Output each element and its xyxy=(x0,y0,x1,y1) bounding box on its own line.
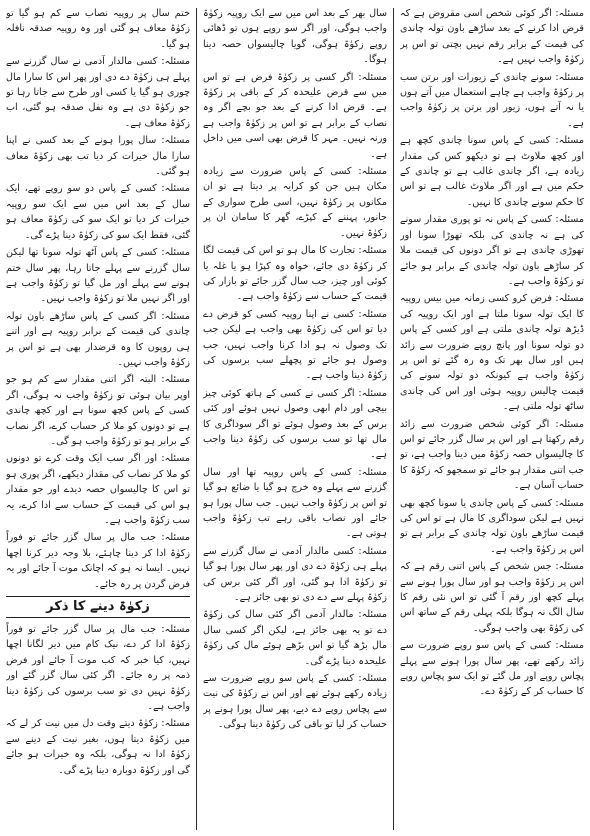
paragraph: مسئلہ: مالدار آدمی اگر کئی سال کی زکوٰۃ دے تو یہ بھی جائز ہے، لیکن اگر کسی سال مال بڑھ گیا تو اس بڑھے ہوئے مال کی زکوٰۃ علیحدہ دینا پڑے گی۔ xyxy=(203,609,387,667)
column-divider xyxy=(393,8,394,830)
paragraph: مسئلہ: کسی کے پاس نہ تو پوری مقدار سونے کی ہے نہ چاندی کی بلکہ تھوڑا سونا اور تھوڑی چاندی ہے تو اگر دونوں کی قیمت ملا کر ساڑھے باون تولہ چاندی کے برابر ہو جائے تو زکوٰۃ واجب ہے۔ xyxy=(400,214,584,287)
paragraph: مسئلہ: کسی مالدار آدمی نے سال گزرنے سے پہلے ہی زکوٰۃ دے دی اور پھر سال پورا ہو گیا تو زکوٰۃ ادا ہو گئی، اور اگر کئی برس کی زکوٰۃ پہلے سے دے دی تو بھی جائز ہے۔ xyxy=(203,545,387,604)
paragraph: مسئلہ: کسی کے پاس دو سو روپے تھے، ایک سال کے بعد اس میں سے ایک سو روپیہ خیرات کر دیا تو ایک سو کی زکوٰۃ معاف ہو گئی، فقط ایک سو کی زکوٰۃ دینا پڑے گی۔ xyxy=(6,183,190,241)
paragraph: سال بھر کے بعد اس میں سے ایک روپیہ زکوٰۃ واجب ہوگی، اور اگر سو روپے ہوں تو ڈھائی روپے زکوٰۃ ہوگی، گویا چالیسواں حصہ دینا ہوگا۔ xyxy=(203,8,387,66)
paragraph: مسئلہ: کسی کے پاس آٹھ تولہ سونا تھا لیکن سال گزرنے سے پہلے جاتا رہا، پھر سال ختم ہونے سے پہلے اور مل گیا تو زکوٰۃ واجب ہے اور اگر نہیں ملا تو زکوٰۃ واجب نہیں۔ xyxy=(6,247,190,305)
paragraph: مسئلہ: اگر کسی پر زکوٰۃ فرض ہے تو اس میں سے قرض علیحدہ کر کے باقی پر زکوٰۃ ہے۔ قرض ادا کرنے کے بعد جو بچے اگر وہ نصاب کے برابر ہے تو اس پر زکوٰۃ واجب ہے ورنہ نہیں۔ مہر کا قرض بھی اسی میں داخل ہے۔ xyxy=(203,71,387,160)
section-heading: زکوٰۃ دینے کا ذکر xyxy=(6,596,190,618)
paragraph: مسئلہ: کسی کے پاس ضرورت سے زیادہ مکان ہیں جن کو کرایہ پر دیتا ہے تو ان مکانوں پر زکوٰۃ نہیں، اسی طرح سواری کے جانور، پہننے کے کپڑے، گھر کا سامان ان پر زکوٰۃ نہیں۔ xyxy=(203,166,387,239)
paragraph: مسئلہ: تجارت کا مال ہو تو اس کی قیمت لگا کر زکوٰۃ دی جائے، خواہ وہ کپڑا ہو یا غلہ یا کوئی اور چیز، جب سال گزر جائے تو بازار کی قیمت کے حساب سے زکوٰۃ واجب ہے۔ xyxy=(203,245,387,303)
paragraph: مسئلہ: جب مال پر سال گزر جائے تو فوراً زکوٰۃ ادا کر دینا چاہئے، بلا وجہ دیر کرنا اچھا نہیں۔ ایسا نہ ہو کہ اچانک موت آ جائے اور یہ فرض گردن پر رہ جائے۔ xyxy=(6,532,190,590)
paragraph: مسئلہ: کسی کے پاس روپیہ تھا اور سال گزرنے سے پہلے وہ خرچ ہو گیا یا ضائع ہو گیا تو اس پر زکوٰۃ واجب نہیں۔ جب سال پورا ہو جائے اور نصاب باقی رہے تب زکوٰۃ واجب ہوتی ہے۔ xyxy=(203,466,387,540)
paragraph: مسئلہ: سونے چاندی کے زیورات اور برتن سب پر زکوٰۃ واجب ہے چاہے استعمال میں آتے ہوں یا نہ آتے ہوں، زیور اور برتن پر زکوٰۃ واجب ہے۔ xyxy=(400,71,584,129)
paragraph: مسئلہ: جس شخص کے پاس اتنی رقم ہے کہ اس پر زکوٰۃ واجب ہو اور سال پورا ہونے سے پہلے کچھ اور رقم آ گئی تو اس نئی رقم کا سال الگ نہ ہوگا بلکہ پہلی رقم کے ساتھ اس کی زکوٰۃ بھی واجب ہوگی۔ xyxy=(400,561,584,634)
paragraph: مسئلہ: اگر کوئی شخص ضرورت سے زائد رقم رکھتا ہے اور اس پر سال گزر جائے تو اس کا چالیسواں حصہ زکوٰۃ میں دینا واجب ہے، تو جب اتنی مقدار ہو جائے تو سمجھو کہ زکوٰۃ کا حساب آسان ہے۔ xyxy=(400,418,584,492)
paragraph: مسئلہ: اگر کوئی شخص اسی مقروض ہے کہ قرض ادا کرنے کے بعد ساڑھے باون تولہ چاندی کی قیمت کے برابر رقم نہیں بچتی تو اس پر زکوٰۃ واجب نہیں ہے۔ xyxy=(400,8,584,66)
paragraph: مسئلہ: کسی کے پاس چاندی یا سونا کچھ بھی نہیں ہے لیکن سوداگری کا مال ہے تو اس کی قیمت ساڑھے باون تولہ چاندی کے برابر ہے تو اس پر زکوٰۃ واجب ہے۔ xyxy=(400,497,584,555)
paragraph: مسئلہ: کسی کے پاس سونا چاندی کچھ ہے اور کچھ ملاوٹ ہے تو دیکھو کس کی مقدار زیادہ ہے، اگر چاندی غالب ہے تو چاندی کے حکم میں ہے اور اگر ملاوٹ غالب ہے تو اس کا حکم سونے چاندی کا نہیں۔ xyxy=(400,135,584,208)
paragraph: مسئلہ: زکوٰۃ دیتے وقت دل میں نیت کر لے کہ میں زکوٰۃ دیتا ہوں، بغیر نیت کے دینے سے زکوٰۃ ادا نہ ہوگی، بلکہ وہ خیرات ہو جائے گی اور زکوٰۃ دوبارہ دینا پڑے گی۔ xyxy=(6,718,190,776)
paragraph: مسئلہ: جب مال پر سال گزر جائے تو فوراً زکوٰۃ ادا کر دے، نیک کام میں دیر لگانا اچھا نہیں، کیا خبر کہ کب موت آ جائے اور فرض ذمہ پر رہ جائے۔ اگر کئی سال گزر گئے اور زکوٰۃ نہیں دی تو سب برسوں کی زکوٰۃ دینا واجب ہے۔ xyxy=(6,624,190,713)
paragraph: مسئلہ: کسی کے پاس سو روپے ضرورت سے زیادہ رکھے ہوئے تھے اور اس نے زکوٰۃ کی نیت سے پچاس روپے دے دیے، پھر سال پورا ہونے پر حساب کر لیا تو باقی کی زکوٰۃ دینا ہوگی۔ xyxy=(203,673,387,731)
paragraph: مسئلہ: کسی نے اپنا روپیہ کسی کو قرض دے دیا تو اس کی زکوٰۃ بھی واجب ہے لیکن جب تک وصول نہ ہو ادا کرنا واجب نہیں، جب وصول ہو جائے تو پچھلے سب برسوں کی زکوٰۃ دینا واجب ہے۔ xyxy=(203,308,387,382)
column-left xyxy=(6,6,190,832)
paragraph: مسئلہ: البتہ اگر اتنی مقدار سے کم ہو جو اوپر بیان ہوئی تو زکوٰۃ واجب نہ ہوگی، اگر کسی کے پاس کچھ سونا ہے اور کچھ چاندی ہے تو دونوں کو ملا کر حساب کرے، اگر نصاب کے برابر ہو تو زکوٰۃ واجب ہو گی۔ xyxy=(6,374,190,447)
paragraph: مسئلہ: اور اگر سب ایک وقت کرے تو دونوں کو ملا کر نصاب کی مقدار دیکھے، اگر پوری ہو تو اس کا چالیسواں حصہ دیدے اور جو مقدار ہو اس کی قیمت کے حساب سے ادا کرے، یہ سب زکوٰۃ واجب ہے۔ xyxy=(6,453,190,526)
column-right xyxy=(400,6,584,832)
paragraph: مسئلہ: کسی مالدار آدمی نے سال گزرنے سے پہلے ہی زکوٰۃ دے دی اور پھر اس کا سارا مال چوری ہو گیا یا کسی اور طرح سے جاتا رہا تو جو زکوٰۃ دی ہے وہ نفل صدقہ ہو گئی، اب زکوٰۃ معاف ہے۔ xyxy=(6,56,190,129)
paragraph: ختم سال پر روپیہ نصاب سے کم ہو گیا تو زکوٰۃ معاف ہو گئی اور وہ روپیہ صدقہ نافلہ ہو گیا۔ xyxy=(6,8,190,50)
paragraph: مسئلہ: سال پورا ہونے کے بعد کسی نے اپنا سارا مال خیرات کر دیا تب بھی زکوٰۃ معاف ہو گئی۔ xyxy=(6,135,190,178)
paragraph: مسئلہ: اگر کسی کے پاس ساڑھے باون تولہ چاندی کی قیمت کے برابر روپیہ ہے اور اتنے ہی روپوں کا وہ قرضدار بھی ہے تو اس پر زکوٰۃ واجب نہیں۔ xyxy=(6,310,190,368)
paragraph: مسئلہ: فرض کرو کسی زمانہ میں بیس روپیہ کا ایک تولہ سونا ملتا ہے اور ایک روپیہ کی ڈیڑھ تولہ چاندی ملتی ہے اور کسی کے پاس دو تولہ سونا اور پانچ روپے ضرورت سے زائد ہیں اور سال بھر تک وہ رہ گئے تو اس پر زکوٰۃ واجب ہے کیونکہ دو تولہ سونے کی قیمت چالیس روپیہ ہوئی اور اس کی چاندی ساٹھ تولہ ملتی ہے۔ xyxy=(400,293,584,413)
paragraph: مسئلہ: کسی کے پاس سو روپے ضرورت سے زائد رکھے تھے، پھر سال پورا ہونے سے پہلے پچاس روپے اور مل گئے تو ایک سو پچاس روپے کا حساب کر کے زکوٰۃ دے۔ xyxy=(400,640,584,698)
column-middle xyxy=(203,6,387,832)
column-divider xyxy=(196,8,197,830)
paragraph: مسئلہ: اگر کسی نے کسی کے ہاتھ کوئی چیز بیچی اور دام ابھی وصول نہیں ہوئے اور کئی برس کے بعد وصول ہوئے تو اگر سوداگری کا مال تھا تو سب برسوں کی زکوٰۃ دینا واجب ہے۔ xyxy=(203,387,387,461)
